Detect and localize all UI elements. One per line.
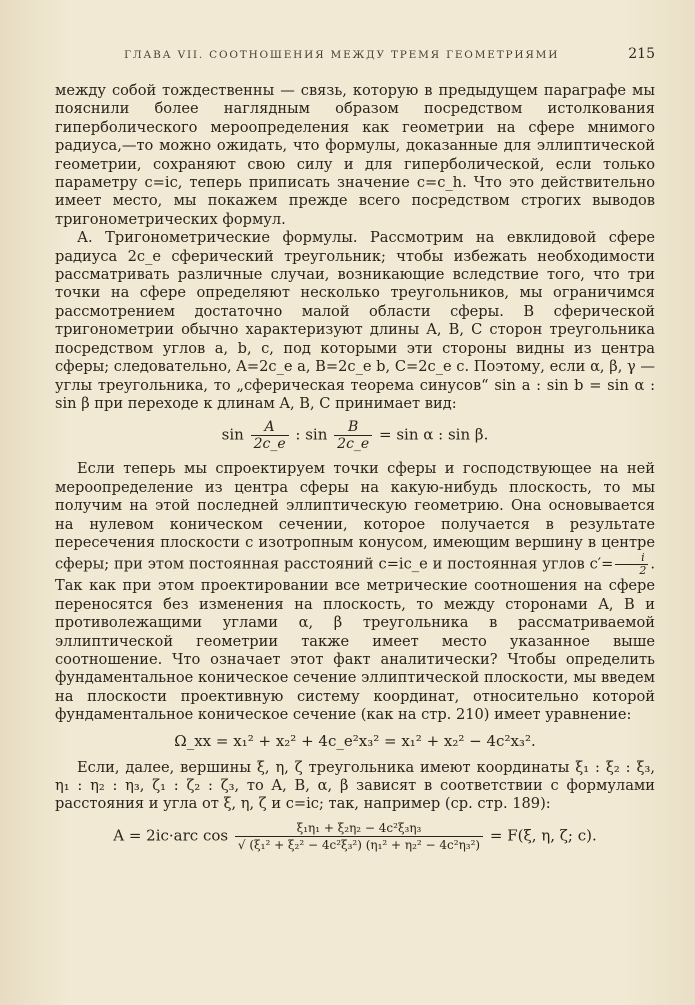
body-text xyxy=(55,82,655,853)
formula-3-right: = F(ξ, η, ζ; c). xyxy=(489,826,597,845)
page-header xyxy=(55,0,655,68)
fraction-a xyxy=(251,419,289,452)
distance-fraction-denominator: √ (ξ₁² + ξ₂² − 4c²ξ₃²) (η₁² + η₂² − 4c²η₃²) xyxy=(235,836,483,853)
angle-constant-fraction xyxy=(615,552,648,577)
paragraph-3-text: Если теперь мы спроектируем точки сферы и господствующее на ней мероопределение из центра сферы на какую-нибудь плоскость, то мы получим на этой последней эллиптическую геометрию. Она основывается на нулевом коническом сечении, которое получается в результате пересечения плоскости с изотропным конусом, имеющим вершину в центре сферы; при этом постоянная расстояний c=ic_e и постоянная углов c′= xyxy=(55,460,655,573)
fraction-b-denominator: 2c_e xyxy=(334,435,372,452)
formula-conic-equation: Ω_xx = x₁² + x₂² + 4c_e²x₃² = x₁² + x₂² − 4c²x₃². xyxy=(174,731,536,750)
fraction-b-numerator: B xyxy=(348,419,359,436)
page-number: 215 xyxy=(628,46,655,62)
running-head: ГЛАВА VII. СООТНОШЕНИЯ МЕЖДУ ТРЕМЯ ГЕОМЕТРИЯМИ xyxy=(124,49,560,61)
formula-1-left: sin xyxy=(221,425,244,444)
formula-distance xyxy=(55,820,655,853)
paragraph-3 xyxy=(55,460,655,724)
angle-constant-denominator: 2 xyxy=(615,564,648,577)
paragraph-4: Если, далее, вершины ξ, η, ζ треугольника имеют координаты ξ₁ : ξ₂ : ξ₃, η₁ : η₂ : η₃, ζ₁ : ζ₂ : ζ₃, то A, B, α, β зависят в соответствии с формулами расстояния и угла от ξ, η, ζ и c=ic; так, например (ср. стр. 189): xyxy=(55,758,655,813)
formula-1-right: = sin α : sin β. xyxy=(379,425,489,444)
paragraph-3-tail: . Так как при этом проектировании все метрические соотношения на сфере переносятся без изменения на плоскость, то между сторонами A, B и противолежащими углами α, β треугольника в рассматриваемой эллиптической геометрии также имеет место указанное выше соотношение. Что означает этот факт аналитически? Чтобы определить фундаментальное коническое сечение эллиптической плоскости, мы введем на плоскости проективную систему координат, относительно которой фундаментальное коническое сечение (как на стр. 210) имеет уравнение: xyxy=(55,555,655,724)
distance-fraction-numerator: ξ₁η₁ + ξ₂η₂ − 4c²ξ₃η₃ xyxy=(296,820,422,835)
fraction-b xyxy=(334,419,372,452)
formula-1-mid: : sin xyxy=(295,425,328,444)
paragraph-2: А. Тригонометрические формулы. Рассмотрим на евклидовой сфере радиуса 2c_e сферический треугольник; чтобы избежать необходимости рассматривать различные случаи, возникающие вследствие того, что три точки на сфере определяют несколько треугольников, мы ограничимся рассмотрением достаточно малой области сферы. В сферической тригонометрии обычно характеризуют длины A, B, C сторон треугольника посредством углов a, b, c, под которыми эти стороны видны из центра сферы; следовательно, A=2c_e a, B=2c_e b, C=2c_e c. Поэтому, если α, β, γ — углы треугольника, то „сферическая теорема синусов“ sin a : sin b = sin α : sin β при переходе к длинам A, B, C принимает вид: xyxy=(55,229,655,412)
formula-sine-theorem xyxy=(55,419,655,452)
paragraph-1: между собой тождественны — связь, которую в предыдущем параграфе мы пояснили более наглядным образом посредством истолкования гиперболического мероопределения как геометрии на сфере мнимого радиуса,—то можно ожидать, что формулы, доказанные для эллиптической геометрии, сохраняют свою силу и для гиперболической, если только параметру c=ic, теперь приписать значение c=c_h. Что это действительно имеет место, мы покажем прежде всего посредством строгих выводов тригонометрических формул. xyxy=(55,82,655,228)
angle-constant-numerator: i xyxy=(641,551,645,565)
distance-fraction xyxy=(235,820,483,853)
fraction-a-denominator: 2c_e xyxy=(251,435,289,452)
formula-3-left: A = 2ic·arc cos xyxy=(113,826,229,845)
fraction-a-numerator: A xyxy=(264,419,275,436)
